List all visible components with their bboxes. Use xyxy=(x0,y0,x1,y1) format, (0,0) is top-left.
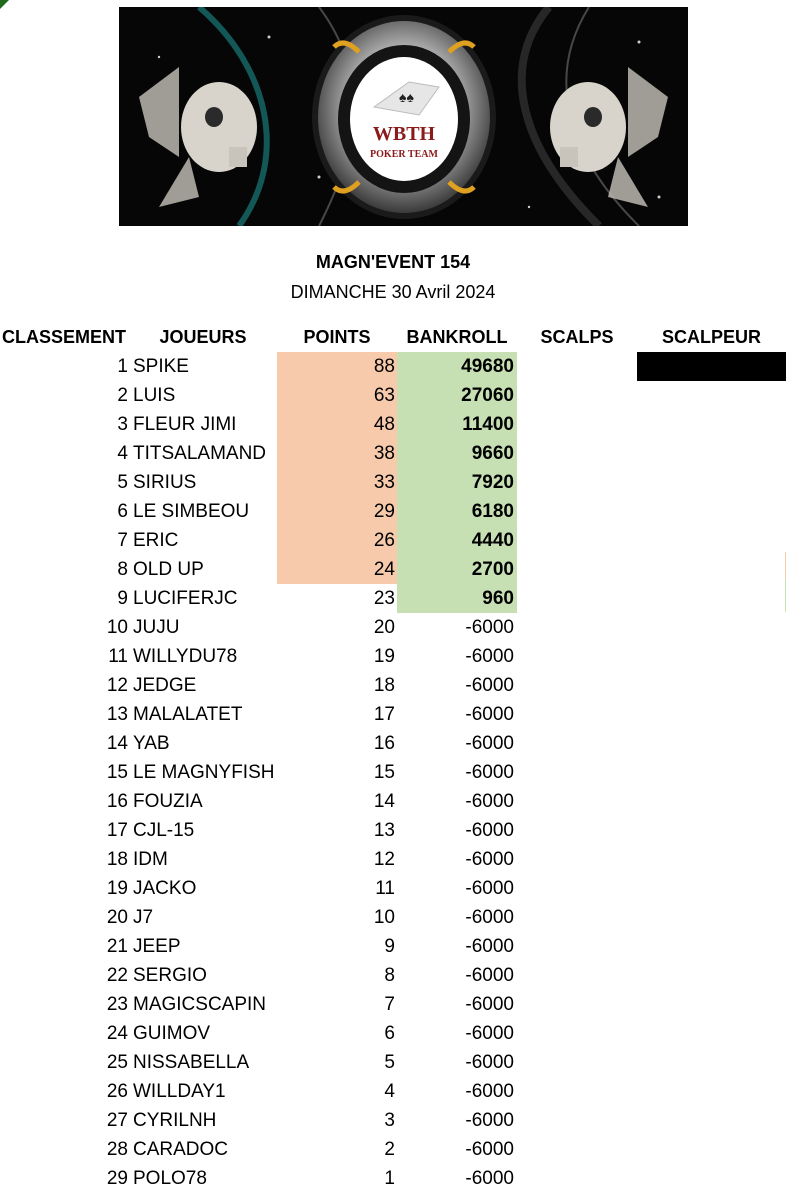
player-name-cell: YAB xyxy=(133,733,170,754)
bankroll-cell: -6000 xyxy=(465,1110,514,1131)
bankroll-cell: 49680 xyxy=(397,352,517,381)
player-name-cell: SPIKE xyxy=(133,356,189,377)
points-cell xyxy=(277,671,397,700)
rank-cell: 17 xyxy=(106,820,128,841)
points-value: 12 xyxy=(373,849,395,870)
bankroll-cell: 2700 xyxy=(397,555,517,584)
points-cell xyxy=(277,729,397,758)
cell-comment-indicator xyxy=(0,0,9,9)
table-row xyxy=(0,1164,786,1193)
rank-cell: 24 xyxy=(106,1023,128,1044)
column-header-player: JOUEURS xyxy=(159,327,247,347)
points-value: 29 xyxy=(373,501,395,522)
table-row xyxy=(0,526,786,555)
rank-cell: 22 xyxy=(106,965,128,986)
points-cell xyxy=(277,1019,397,1048)
points-cell xyxy=(277,410,397,439)
bankroll-cell: -6000 xyxy=(465,617,514,638)
table-row xyxy=(0,613,786,642)
bankroll-cell: -6000 xyxy=(465,907,514,928)
points-cell xyxy=(277,526,397,555)
table-row xyxy=(0,1106,786,1135)
rank-cell: 16 xyxy=(106,791,128,812)
rank-cell: 23 xyxy=(106,994,128,1015)
player-name-cell: FOUZIA xyxy=(133,791,203,812)
column-header-scalps: SCALPS xyxy=(540,327,614,347)
bankroll-cell: -6000 xyxy=(465,936,514,957)
points-cell xyxy=(277,584,397,613)
points-value: 13 xyxy=(373,820,395,841)
table-row xyxy=(0,642,786,671)
player-name-cell: WILLDAY1 xyxy=(133,1081,226,1102)
bankroll-cell: 7920 xyxy=(397,468,517,497)
points-cell xyxy=(277,555,397,584)
bankroll-cell: -6000 xyxy=(465,820,514,841)
points-cell xyxy=(277,1106,397,1135)
rank-cell: 18 xyxy=(106,849,128,870)
points-value: 1 xyxy=(384,1168,395,1189)
bankroll-cell: -6000 xyxy=(465,646,514,667)
points-cell xyxy=(277,1164,397,1193)
player-name-cell: NISSABELLA xyxy=(133,1052,250,1073)
player-name-cell: SERGIO xyxy=(133,965,207,986)
table-row xyxy=(0,961,786,990)
points-value: 16 xyxy=(373,733,395,754)
rank-cell: 3 xyxy=(117,414,128,435)
player-name-cell: CYRILNH xyxy=(133,1110,217,1131)
rank-cell: 6 xyxy=(117,501,128,522)
points-value: 88 xyxy=(373,356,395,377)
player-name-cell: LUIS xyxy=(133,385,176,406)
points-cell xyxy=(277,1077,397,1106)
points-value: 33 xyxy=(373,472,395,493)
svg-text:WBTH: WBTH xyxy=(372,123,436,145)
rank-cell: 8 xyxy=(117,559,128,580)
points-value: 8 xyxy=(384,965,395,986)
points-value: 38 xyxy=(373,443,395,464)
rank-cell: 10 xyxy=(106,617,128,638)
points-cell xyxy=(277,642,397,671)
rank-cell: 14 xyxy=(106,733,128,754)
points-value: 11 xyxy=(375,878,395,899)
table-row xyxy=(0,932,786,961)
rank-cell: 21 xyxy=(106,936,128,957)
points-cell xyxy=(277,497,397,526)
bankroll-cell: 4440 xyxy=(397,526,517,555)
bankroll-cell: -6000 xyxy=(465,878,514,899)
svg-text:♠♠: ♠♠ xyxy=(399,91,414,106)
points-cell xyxy=(277,613,397,642)
bankroll-cell: -6000 xyxy=(465,994,514,1015)
points-value: 20 xyxy=(373,617,395,638)
svg-text:POKER TEAM: POKER TEAM xyxy=(370,149,438,160)
player-name-cell: MAGICSCAPIN xyxy=(133,994,267,1015)
table-row xyxy=(0,1077,786,1106)
table-row xyxy=(0,1048,786,1077)
points-value: 7 xyxy=(384,994,395,1015)
bankroll-cell: -6000 xyxy=(465,791,514,812)
points-cell xyxy=(277,932,397,961)
player-name-cell: FLEUR JIMI xyxy=(133,414,237,435)
table-row xyxy=(0,903,786,932)
rank-cell: 20 xyxy=(106,907,128,928)
rank-cell: 11 xyxy=(108,646,128,667)
points-cell xyxy=(277,787,397,816)
bankroll-cell: -6000 xyxy=(465,762,514,783)
event-date: DIMANCHE 30 Avril 2024 xyxy=(290,282,496,302)
points-cell xyxy=(277,468,397,497)
table-row xyxy=(0,381,786,410)
table-row xyxy=(0,874,786,903)
points-value: 15 xyxy=(373,762,395,783)
column-header-rank: CLASSEMENT xyxy=(1,327,126,347)
bankroll-cell: -6000 xyxy=(465,675,514,696)
points-value: 24 xyxy=(373,559,395,580)
points-cell xyxy=(277,961,397,990)
points-value: 4 xyxy=(384,1081,395,1102)
column-header-points: POINTS xyxy=(303,327,371,347)
table-row xyxy=(0,816,786,845)
table-row xyxy=(0,497,786,526)
table-row xyxy=(0,787,786,816)
rank-cell: 19 xyxy=(106,878,128,899)
player-name-cell: JEDGE xyxy=(133,675,197,696)
player-name-cell: WILLYDU78 xyxy=(133,646,238,667)
points-value: 63 xyxy=(373,385,395,406)
points-cell xyxy=(277,874,397,903)
table-row xyxy=(0,700,786,729)
bankroll-cell: -6000 xyxy=(465,733,514,754)
points-cell xyxy=(277,700,397,729)
points-value: 48 xyxy=(373,414,395,435)
table-row xyxy=(0,468,786,497)
poker-chip-logo-icon xyxy=(312,15,496,219)
bankroll-cell: -6000 xyxy=(465,1168,514,1189)
bankroll-cell: 11400 xyxy=(397,410,517,439)
points-value: 26 xyxy=(373,530,395,551)
player-name-cell: JACKO xyxy=(133,878,197,899)
player-name-cell: MALALATET xyxy=(133,704,243,725)
player-name-cell: J7 xyxy=(133,907,154,928)
points-cell xyxy=(277,845,397,874)
rank-cell: 27 xyxy=(106,1110,128,1131)
points-value: 23 xyxy=(373,588,395,609)
rank-cell: 4 xyxy=(117,443,128,464)
table-row xyxy=(0,410,786,439)
points-value: 6 xyxy=(384,1023,395,1044)
player-name-cell: LE SIMBEOU xyxy=(133,501,250,522)
points-cell xyxy=(277,758,397,787)
rank-cell: 5 xyxy=(117,472,128,493)
table-row xyxy=(0,1019,786,1048)
player-name-cell: GUIMOV xyxy=(133,1023,211,1044)
points-cell xyxy=(277,816,397,845)
points-value: 9 xyxy=(384,936,395,957)
column-header-bankroll: BANKROLL xyxy=(406,327,508,347)
bankroll-cell: -6000 xyxy=(465,849,514,870)
rank-cell: 13 xyxy=(106,704,128,725)
points-cell xyxy=(277,439,397,468)
rank-cell: 25 xyxy=(106,1052,128,1073)
event-title: MAGN'EVENT 154 xyxy=(315,252,471,272)
scalpeur-cell-filled xyxy=(637,352,786,381)
bankroll-cell: 960 xyxy=(397,584,517,613)
player-name-cell: ERIC xyxy=(133,530,179,551)
bankroll-cell: -6000 xyxy=(465,704,514,725)
player-name-cell: LE MAGNYFISH xyxy=(133,762,275,783)
bankroll-cell: -6000 xyxy=(465,1139,514,1160)
player-name-cell: IDM xyxy=(133,849,168,870)
player-name-cell: SIRIUS xyxy=(133,472,197,493)
player-name-cell: POLO78 xyxy=(133,1168,207,1189)
table-row xyxy=(0,555,786,584)
rank-cell: 15 xyxy=(106,762,128,783)
player-name-cell: CARADOC xyxy=(133,1139,229,1160)
table-row xyxy=(0,990,786,1019)
rank-cell: 26 xyxy=(106,1081,128,1102)
player-name-cell: TITSALAMAND xyxy=(133,443,267,464)
player-name-cell: JUJU xyxy=(133,617,180,638)
points-value: 3 xyxy=(384,1110,395,1131)
rank-cell: 1 xyxy=(117,356,128,377)
points-cell xyxy=(277,381,397,410)
points-cell xyxy=(277,990,397,1019)
table-row xyxy=(0,729,786,758)
bankroll-cell: -6000 xyxy=(465,965,514,986)
points-cell xyxy=(277,352,397,381)
bankroll-cell: -6000 xyxy=(465,1081,514,1102)
table-row xyxy=(0,671,786,700)
points-value: 18 xyxy=(373,675,395,696)
points-cell xyxy=(277,903,397,932)
rank-cell: 28 xyxy=(106,1139,128,1160)
table-row xyxy=(0,439,786,468)
points-value: 14 xyxy=(373,791,395,812)
points-value: 10 xyxy=(373,907,395,928)
points-value: 19 xyxy=(373,646,395,667)
rank-cell: 7 xyxy=(117,530,128,551)
bankroll-cell: 9660 xyxy=(397,439,517,468)
player-name-cell: OLD UP xyxy=(133,559,204,580)
bankroll-cell: 27060 xyxy=(397,381,517,410)
rank-cell: 29 xyxy=(106,1168,128,1189)
points-cell xyxy=(277,1135,397,1164)
bankroll-cell: -6000 xyxy=(465,1023,514,1044)
points-cell xyxy=(277,1048,397,1077)
player-name-cell: JEEP xyxy=(133,936,181,957)
points-value: 2 xyxy=(384,1139,395,1160)
bankroll-cell: 6180 xyxy=(397,497,517,526)
table-row xyxy=(0,845,786,874)
table-row xyxy=(0,758,786,787)
column-header-scalpeur: SCALPEUR xyxy=(661,327,761,347)
points-value: 17 xyxy=(373,704,395,725)
points-value: 5 xyxy=(384,1052,395,1073)
rank-cell: 2 xyxy=(117,385,128,406)
table-row xyxy=(0,584,786,613)
table-row xyxy=(0,1135,786,1164)
bankroll-cell: -6000 xyxy=(465,1052,514,1073)
rank-cell: 12 xyxy=(106,675,128,696)
player-name-cell: LUCIFERJC xyxy=(133,588,238,609)
rank-cell: 9 xyxy=(117,588,128,609)
team-banner-image xyxy=(119,7,688,226)
player-name-cell: CJL-15 xyxy=(133,820,195,841)
